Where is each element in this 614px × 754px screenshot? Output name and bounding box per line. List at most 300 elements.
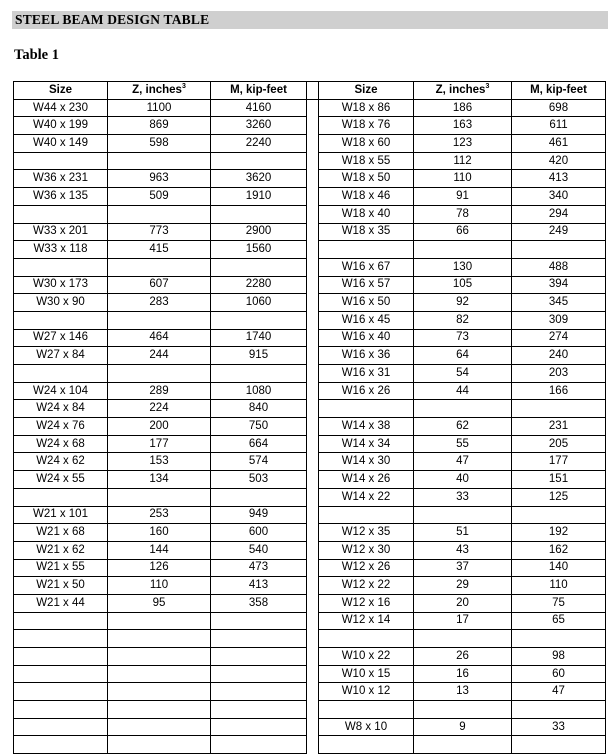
- table-row: [14, 135, 606, 153]
- right-size-cell: W10 x 12: [319, 683, 414, 701]
- right-size-cell: [319, 400, 414, 418]
- table-row: [14, 701, 606, 719]
- right-size-cell: W14 x 22: [319, 488, 414, 506]
- left-z-cell: 253: [108, 506, 211, 524]
- left-z-cell: [108, 683, 211, 701]
- right-size-cell: [319, 736, 414, 754]
- column-gap: [307, 683, 319, 701]
- column-gap: [307, 665, 319, 683]
- left-z-cell: 464: [108, 329, 211, 347]
- column-gap: [307, 294, 319, 312]
- right-m-cell: 413: [512, 170, 606, 188]
- table-row: [14, 630, 606, 648]
- left-size-cell: W27 x 84: [14, 347, 108, 365]
- right-z-cell: 51: [414, 524, 512, 542]
- right-size-cell: W16 x 45: [319, 311, 414, 329]
- right-size-cell: W10 x 22: [319, 648, 414, 666]
- left-size-cell: [14, 648, 108, 666]
- table-row: [14, 736, 606, 754]
- left-z-cell: 283: [108, 294, 211, 312]
- left-m-cell: 915: [211, 347, 307, 365]
- table-row: [14, 188, 606, 206]
- right-size-cell: W16 x 67: [319, 258, 414, 276]
- column-gap: [307, 541, 319, 559]
- right-z-cell: 9: [414, 718, 512, 736]
- right-size-cell: [319, 241, 414, 259]
- column-gap: [307, 223, 319, 241]
- left-m-cell: 413: [211, 577, 307, 595]
- right-z-cell: 13: [414, 683, 512, 701]
- right-size-cell: W18 x 35: [319, 223, 414, 241]
- header-size-right: Size: [319, 82, 414, 100]
- left-size-cell: W27 x 146: [14, 329, 108, 347]
- header-z-right: Z, inches$^3$: [414, 82, 512, 100]
- column-gap: [307, 630, 319, 648]
- right-size-cell: W18 x 86: [319, 99, 414, 117]
- table-row: [14, 648, 606, 666]
- right-m-cell: 177: [512, 453, 606, 471]
- left-z-cell: 963: [108, 170, 211, 188]
- left-m-cell: 949: [211, 506, 307, 524]
- left-size-cell: W33 x 201: [14, 223, 108, 241]
- left-size-cell: W40 x 199: [14, 117, 108, 135]
- right-size-cell: W12 x 35: [319, 524, 414, 542]
- page-title: STEEL BEAM DESIGN TABLE: [15, 12, 210, 27]
- right-z-cell: 163: [414, 117, 512, 135]
- column-gap: [307, 205, 319, 223]
- right-m-cell: 65: [512, 612, 606, 630]
- right-z-cell: 66: [414, 223, 512, 241]
- left-z-cell: [108, 152, 211, 170]
- right-size-cell: W12 x 14: [319, 612, 414, 630]
- column-gap: [307, 135, 319, 153]
- right-z-cell: [414, 400, 512, 418]
- left-z-cell: 110: [108, 577, 211, 595]
- right-z-cell: 47: [414, 453, 512, 471]
- left-m-cell: [211, 630, 307, 648]
- right-z-cell: [414, 241, 512, 259]
- right-size-cell: W8 x 10: [319, 718, 414, 736]
- right-m-cell: 274: [512, 329, 606, 347]
- right-size-cell: W14 x 26: [319, 471, 414, 489]
- right-z-cell: 110: [414, 170, 512, 188]
- left-size-cell: W24 x 76: [14, 418, 108, 436]
- table-row: [14, 258, 606, 276]
- left-m-cell: 3260: [211, 117, 307, 135]
- left-size-cell: W24 x 55: [14, 471, 108, 489]
- column-gap: [307, 577, 319, 595]
- table-row: [14, 347, 606, 365]
- column-gap: [307, 400, 319, 418]
- left-z-cell: 415: [108, 241, 211, 259]
- table-row: [14, 170, 606, 188]
- table-row: [14, 471, 606, 489]
- right-m-cell: 47: [512, 683, 606, 701]
- column-gap: [307, 117, 319, 135]
- right-m-cell: [512, 736, 606, 754]
- table-row: [14, 612, 606, 630]
- right-size-cell: W16 x 50: [319, 294, 414, 312]
- table-row: [14, 506, 606, 524]
- right-m-cell: [512, 630, 606, 648]
- left-size-cell: W21 x 44: [14, 594, 108, 612]
- right-z-cell: [414, 506, 512, 524]
- right-z-cell: 64: [414, 347, 512, 365]
- left-m-cell: 750: [211, 418, 307, 436]
- right-z-cell: 29: [414, 577, 512, 595]
- right-z-cell: 20: [414, 594, 512, 612]
- left-m-cell: [211, 258, 307, 276]
- left-z-cell: [108, 365, 211, 383]
- right-m-cell: 140: [512, 559, 606, 577]
- column-gap: [307, 648, 319, 666]
- right-m-cell: 162: [512, 541, 606, 559]
- left-size-cell: [14, 665, 108, 683]
- table-row: [14, 541, 606, 559]
- left-size-cell: [14, 736, 108, 754]
- table-row: [14, 665, 606, 683]
- left-m-cell: [211, 736, 307, 754]
- left-size-cell: W21 x 101: [14, 506, 108, 524]
- left-z-cell: [108, 736, 211, 754]
- right-z-cell: [414, 630, 512, 648]
- left-size-cell: [14, 683, 108, 701]
- left-size-cell: [14, 365, 108, 383]
- left-m-cell: [211, 205, 307, 223]
- left-size-cell: [14, 488, 108, 506]
- right-m-cell: 231: [512, 418, 606, 436]
- column-gap: [307, 736, 319, 754]
- left-size-cell: W21 x 50: [14, 577, 108, 595]
- right-m-cell: [512, 701, 606, 719]
- table-row: [14, 241, 606, 259]
- left-z-cell: 134: [108, 471, 211, 489]
- right-z-cell: 16: [414, 665, 512, 683]
- right-size-cell: W12 x 26: [319, 559, 414, 577]
- table-row: [14, 400, 606, 418]
- right-m-cell: 75: [512, 594, 606, 612]
- right-m-cell: 698: [512, 99, 606, 117]
- header-z-left: Z, inches$^3$: [108, 82, 211, 100]
- left-size-cell: W30 x 90: [14, 294, 108, 312]
- left-m-cell: 1560: [211, 241, 307, 259]
- right-z-cell: 186: [414, 99, 512, 117]
- left-m-cell: 503: [211, 471, 307, 489]
- left-size-cell: W24 x 84: [14, 400, 108, 418]
- right-m-cell: 309: [512, 311, 606, 329]
- column-gap: [307, 170, 319, 188]
- right-z-cell: 73: [414, 329, 512, 347]
- column-gap: [307, 471, 319, 489]
- left-z-cell: 160: [108, 524, 211, 542]
- left-size-cell: W33 x 118: [14, 241, 108, 259]
- left-z-cell: 289: [108, 382, 211, 400]
- right-m-cell: 33: [512, 718, 606, 736]
- left-m-cell: [211, 365, 307, 383]
- table-row: [14, 365, 606, 383]
- left-m-cell: [211, 701, 307, 719]
- column-gap: [307, 418, 319, 436]
- table-row: [14, 718, 606, 736]
- left-z-cell: [108, 665, 211, 683]
- header-m-left: M, kip-feet: [211, 82, 307, 100]
- column-gap: [307, 506, 319, 524]
- left-z-cell: 177: [108, 435, 211, 453]
- right-m-cell: 203: [512, 365, 606, 383]
- left-z-cell: [108, 258, 211, 276]
- right-z-cell: 40: [414, 471, 512, 489]
- right-m-cell: 110: [512, 577, 606, 595]
- column-gap: [307, 453, 319, 471]
- column-gap: [307, 701, 319, 719]
- left-m-cell: 1910: [211, 188, 307, 206]
- left-z-cell: 244: [108, 347, 211, 365]
- left-size-cell: W24 x 104: [14, 382, 108, 400]
- left-size-cell: W21 x 55: [14, 559, 108, 577]
- right-z-cell: 33: [414, 488, 512, 506]
- column-gap: [307, 524, 319, 542]
- right-size-cell: [319, 630, 414, 648]
- left-size-cell: W21 x 68: [14, 524, 108, 542]
- right-z-cell: 62: [414, 418, 512, 436]
- header-size-left: Size: [14, 82, 108, 100]
- left-z-cell: [108, 205, 211, 223]
- left-z-cell: 153: [108, 453, 211, 471]
- right-size-cell: W16 x 31: [319, 365, 414, 383]
- right-m-cell: 151: [512, 471, 606, 489]
- table-row: [14, 311, 606, 329]
- right-z-cell: 78: [414, 205, 512, 223]
- column-gap: [307, 347, 319, 365]
- left-size-cell: W44 x 230: [14, 99, 108, 117]
- left-m-cell: 1080: [211, 382, 307, 400]
- table-row: [14, 99, 606, 117]
- column-gap: [307, 82, 319, 100]
- column-gap: [307, 99, 319, 117]
- column-gap: [307, 241, 319, 259]
- left-size-cell: W24 x 62: [14, 453, 108, 471]
- right-m-cell: 294: [512, 205, 606, 223]
- beam-table: [13, 81, 606, 754]
- left-m-cell: 2280: [211, 276, 307, 294]
- left-m-cell: 1740: [211, 329, 307, 347]
- column-gap: [307, 365, 319, 383]
- left-size-cell: [14, 612, 108, 630]
- table-row: [14, 594, 606, 612]
- table-row: [14, 435, 606, 453]
- left-m-cell: 664: [211, 435, 307, 453]
- left-z-cell: [108, 648, 211, 666]
- right-size-cell: W16 x 57: [319, 276, 414, 294]
- left-m-cell: 840: [211, 400, 307, 418]
- left-size-cell: [14, 311, 108, 329]
- left-size-cell: [14, 718, 108, 736]
- right-size-cell: W14 x 34: [319, 435, 414, 453]
- right-size-cell: W18 x 46: [319, 188, 414, 206]
- right-size-cell: W12 x 16: [319, 594, 414, 612]
- left-m-cell: 358: [211, 594, 307, 612]
- left-m-cell: 4160: [211, 99, 307, 117]
- left-m-cell: 574: [211, 453, 307, 471]
- right-z-cell: 55: [414, 435, 512, 453]
- left-size-cell: [14, 205, 108, 223]
- left-z-cell: [108, 718, 211, 736]
- column-gap: [307, 488, 319, 506]
- left-z-cell: 598: [108, 135, 211, 153]
- left-size-cell: W40 x 149: [14, 135, 108, 153]
- right-size-cell: [319, 506, 414, 524]
- left-m-cell: [211, 612, 307, 630]
- right-m-cell: 249: [512, 223, 606, 241]
- right-m-cell: [512, 506, 606, 524]
- table-row: [14, 382, 606, 400]
- table-row: [14, 152, 606, 170]
- column-gap: [307, 594, 319, 612]
- right-size-cell: W12 x 22: [319, 577, 414, 595]
- column-gap: [307, 311, 319, 329]
- left-size-cell: W36 x 135: [14, 188, 108, 206]
- table-row: [14, 453, 606, 471]
- right-m-cell: 125: [512, 488, 606, 506]
- left-m-cell: 2900: [211, 223, 307, 241]
- left-z-cell: 509: [108, 188, 211, 206]
- left-size-cell: [14, 701, 108, 719]
- left-m-cell: [211, 683, 307, 701]
- right-z-cell: [414, 736, 512, 754]
- right-m-cell: 98: [512, 648, 606, 666]
- right-m-cell: 488: [512, 258, 606, 276]
- column-gap: [307, 188, 319, 206]
- column-gap: [307, 559, 319, 577]
- left-z-cell: [108, 630, 211, 648]
- column-gap: [307, 152, 319, 170]
- right-m-cell: 394: [512, 276, 606, 294]
- column-gap: [307, 718, 319, 736]
- right-size-cell: W16 x 40: [319, 329, 414, 347]
- right-z-cell: 130: [414, 258, 512, 276]
- right-z-cell: 37: [414, 559, 512, 577]
- right-z-cell: 44: [414, 382, 512, 400]
- right-size-cell: W18 x 40: [319, 205, 414, 223]
- table-row: [14, 294, 606, 312]
- left-size-cell: W30 x 173: [14, 276, 108, 294]
- right-z-cell: 54: [414, 365, 512, 383]
- right-z-cell: 123: [414, 135, 512, 153]
- left-z-cell: 144: [108, 541, 211, 559]
- left-m-cell: 2240: [211, 135, 307, 153]
- table-row: [14, 683, 606, 701]
- right-m-cell: 205: [512, 435, 606, 453]
- left-m-cell: [211, 488, 307, 506]
- table-row: [14, 524, 606, 542]
- table-row: [14, 418, 606, 436]
- right-m-cell: 192: [512, 524, 606, 542]
- right-m-cell: 420: [512, 152, 606, 170]
- left-z-cell: [108, 488, 211, 506]
- left-z-cell: 224: [108, 400, 211, 418]
- left-z-cell: 126: [108, 559, 211, 577]
- header-row: [14, 82, 606, 100]
- left-z-cell: 773: [108, 223, 211, 241]
- left-size-cell: W24 x 68: [14, 435, 108, 453]
- right-z-cell: [414, 701, 512, 719]
- title-banner: [12, 11, 608, 29]
- right-m-cell: 60: [512, 665, 606, 683]
- right-z-cell: 17: [414, 612, 512, 630]
- right-z-cell: 112: [414, 152, 512, 170]
- right-size-cell: W18 x 76: [319, 117, 414, 135]
- left-m-cell: [211, 152, 307, 170]
- right-m-cell: [512, 400, 606, 418]
- left-z-cell: 607: [108, 276, 211, 294]
- left-m-cell: 1060: [211, 294, 307, 312]
- right-size-cell: W18 x 50: [319, 170, 414, 188]
- left-m-cell: [211, 648, 307, 666]
- column-gap: [307, 276, 319, 294]
- right-size-cell: W18 x 60: [319, 135, 414, 153]
- column-gap: [307, 329, 319, 347]
- table-row: [14, 205, 606, 223]
- left-z-cell: [108, 701, 211, 719]
- table-row: [14, 117, 606, 135]
- right-size-cell: W12 x 30: [319, 541, 414, 559]
- left-size-cell: W21 x 62: [14, 541, 108, 559]
- left-size-cell: [14, 152, 108, 170]
- column-gap: [307, 258, 319, 276]
- left-z-cell: 1100: [108, 99, 211, 117]
- right-z-cell: 43: [414, 541, 512, 559]
- right-z-cell: 92: [414, 294, 512, 312]
- right-m-cell: 340: [512, 188, 606, 206]
- left-z-cell: 95: [108, 594, 211, 612]
- table-row: [14, 329, 606, 347]
- left-m-cell: 600: [211, 524, 307, 542]
- right-m-cell: 611: [512, 117, 606, 135]
- left-z-cell: [108, 612, 211, 630]
- right-size-cell: W14 x 38: [319, 418, 414, 436]
- table-caption: Table 1: [14, 47, 59, 63]
- left-m-cell: 540: [211, 541, 307, 559]
- table-row: [14, 276, 606, 294]
- left-m-cell: 473: [211, 559, 307, 577]
- column-gap: [307, 435, 319, 453]
- right-size-cell: W16 x 36: [319, 347, 414, 365]
- right-m-cell: 166: [512, 382, 606, 400]
- column-gap: [307, 382, 319, 400]
- left-size-cell: [14, 630, 108, 648]
- right-size-cell: W14 x 30: [319, 453, 414, 471]
- right-m-cell: 240: [512, 347, 606, 365]
- left-size-cell: [14, 258, 108, 276]
- left-z-cell: 200: [108, 418, 211, 436]
- column-gap: [307, 612, 319, 630]
- left-z-cell: [108, 311, 211, 329]
- left-m-cell: [211, 311, 307, 329]
- right-m-cell: [512, 241, 606, 259]
- right-z-cell: 105: [414, 276, 512, 294]
- left-z-cell: 869: [108, 117, 211, 135]
- table-row: [14, 223, 606, 241]
- right-size-cell: W18 x 55: [319, 152, 414, 170]
- left-m-cell: [211, 665, 307, 683]
- left-m-cell: 3620: [211, 170, 307, 188]
- header-m-right: M, kip-feet: [512, 82, 606, 100]
- table-row: [14, 488, 606, 506]
- right-size-cell: W16 x 26: [319, 382, 414, 400]
- right-z-cell: 82: [414, 311, 512, 329]
- right-z-cell: 26: [414, 648, 512, 666]
- left-m-cell: [211, 718, 307, 736]
